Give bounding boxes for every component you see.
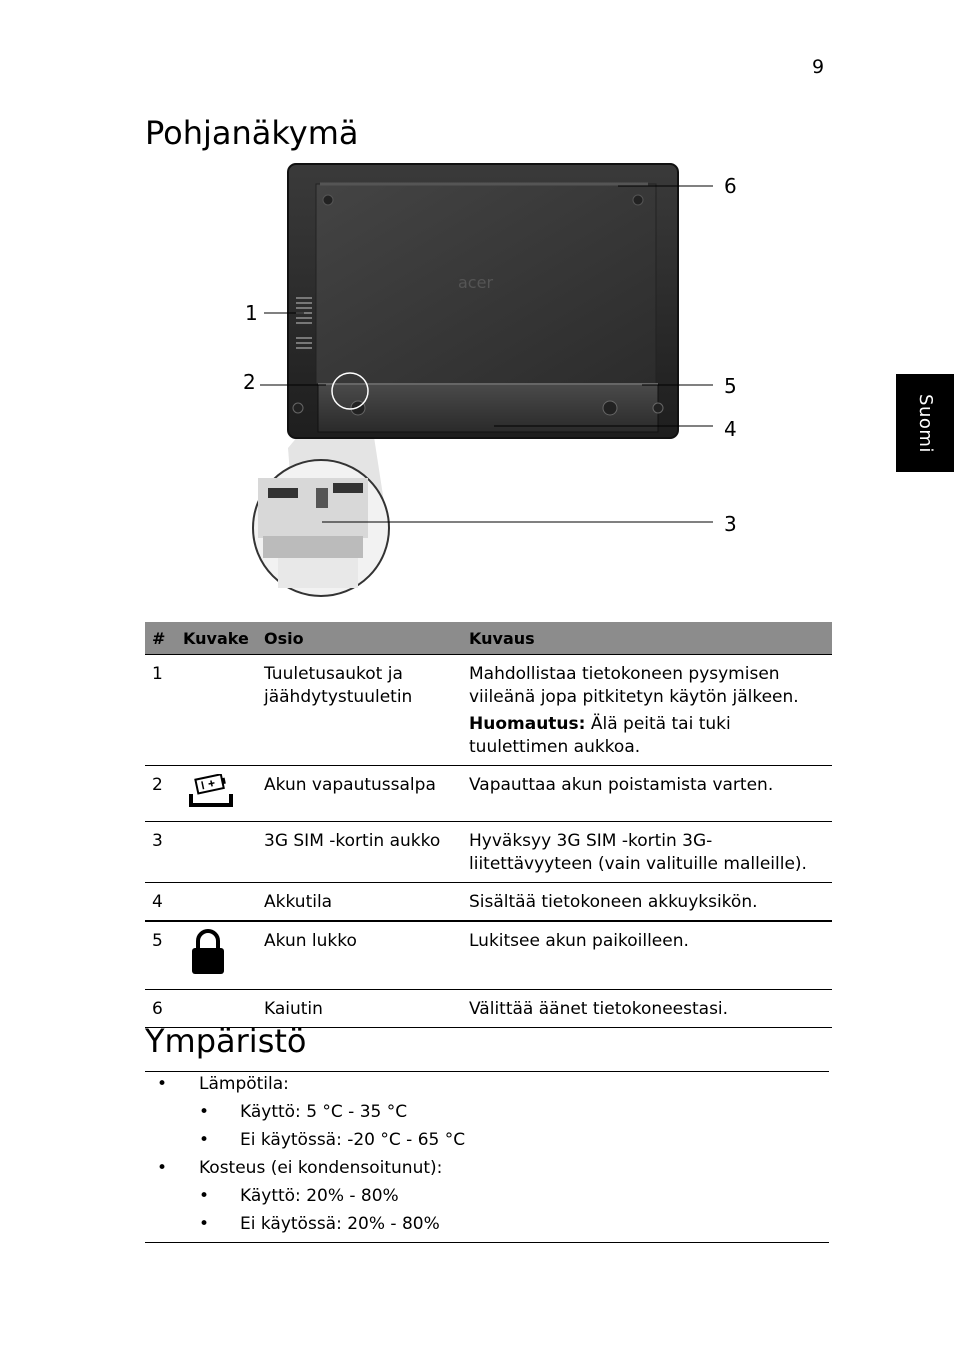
callout-5: 5 <box>724 374 737 398</box>
header-number: # <box>145 622 176 655</box>
list-item-text: Käyttö: 20% - 80% <box>240 1186 399 1206</box>
bullet: • <box>157 1158 168 1178</box>
row-part: 3G SIM -kortin aukko <box>257 822 462 883</box>
bullet: • <box>199 1214 210 1234</box>
callout-6: 6 <box>724 174 737 198</box>
lock-icon <box>188 928 228 976</box>
row-icon <box>176 766 257 822</box>
callout-1: 1 <box>245 301 258 325</box>
list-item <box>145 1129 829 1157</box>
list-item <box>145 1185 829 1213</box>
callout-4: 4 <box>724 417 737 441</box>
components-table <box>145 622 832 1028</box>
row-description: Lukitsee akun paikoilleen. <box>462 921 832 990</box>
header-icon: Kuvake <box>176 622 257 655</box>
bullet: • <box>199 1102 210 1122</box>
language-side-tab <box>896 374 954 472</box>
note-label: Huomautus: <box>469 714 586 734</box>
header-description: Kuvaus <box>462 622 832 655</box>
table-row <box>145 655 832 766</box>
table-row <box>145 921 832 990</box>
row-part: Tuuletusaukot ja jäähdytystuuletin <box>257 655 462 766</box>
row-number: 2 <box>145 766 176 822</box>
row-icon <box>176 822 257 883</box>
row-description <box>462 655 832 766</box>
divider <box>145 1242 829 1243</box>
row-number: 6 <box>145 990 176 1028</box>
row-number: 1 <box>145 655 176 766</box>
list-item <box>145 1073 829 1101</box>
side-tab-label: Suomi <box>914 393 936 453</box>
svg-text:acer: acer <box>458 273 494 292</box>
row-icon <box>176 921 257 990</box>
row-number: 3 <box>145 822 176 883</box>
row-part: Akun vapautussalpa <box>257 766 462 822</box>
note <box>469 713 828 759</box>
note-text: Älä peitä tai tuki tuulettimen aukkoa. <box>469 714 731 757</box>
list-item <box>145 1157 829 1185</box>
callout-3: 3 <box>724 512 737 536</box>
row-description: Sisältää tietokoneen akkuyksikön. <box>462 883 832 922</box>
callout-2: 2 <box>243 370 256 394</box>
list-item-text: Ei käytössä: -20 °C - 65 °C <box>240 1130 466 1150</box>
table-row <box>145 766 832 822</box>
table-row <box>145 883 832 922</box>
table-row <box>145 822 832 883</box>
battery-release-icon <box>187 774 235 808</box>
list-item <box>145 1101 829 1129</box>
laptop-bottom-drawing <box>238 158 758 598</box>
section-title-bottom-view: Pohjanäkymä <box>145 114 359 152</box>
bullet: • <box>199 1186 210 1206</box>
list-item-text: Lämpötila: <box>199 1074 289 1094</box>
row-part: Kaiutin <box>257 990 462 1028</box>
table-header-row <box>145 622 832 655</box>
header-part: Osio <box>257 622 462 655</box>
row-number: 4 <box>145 883 176 922</box>
bullet: • <box>199 1130 210 1150</box>
description-text: Mahdollistaa tietokoneen pysymisen viileänä jopa pitkitetyn käytön jälkeen. <box>469 664 799 707</box>
row-description: Välittää äänet tietokoneestasi. <box>462 990 832 1028</box>
list-item-text: Ei käytössä: 20% - 80% <box>240 1214 440 1234</box>
row-icon <box>176 883 257 922</box>
page-number: 9 <box>812 56 825 78</box>
section-title-environment: Ympäristö <box>145 1022 307 1060</box>
row-icon <box>176 655 257 766</box>
row-part: Akun lukko <box>257 921 462 990</box>
row-part: Akkutila <box>257 883 462 922</box>
list-item-text: Käyttö: 5 °C - 35 °C <box>240 1102 408 1122</box>
environment-list <box>145 1072 829 1241</box>
row-description: Vapauttaa akun poistamista varten. <box>462 766 832 822</box>
bullet: • <box>157 1074 168 1094</box>
laptop-bottom-illustration <box>238 158 758 598</box>
row-description: Hyväksyy 3G SIM -kortin 3G-liitettävyyteen (vain valituille malleille). <box>462 822 832 883</box>
row-number: 5 <box>145 921 176 990</box>
list-item-text: Kosteus (ei kondensoitunut): <box>199 1158 443 1178</box>
list-item <box>145 1213 829 1241</box>
